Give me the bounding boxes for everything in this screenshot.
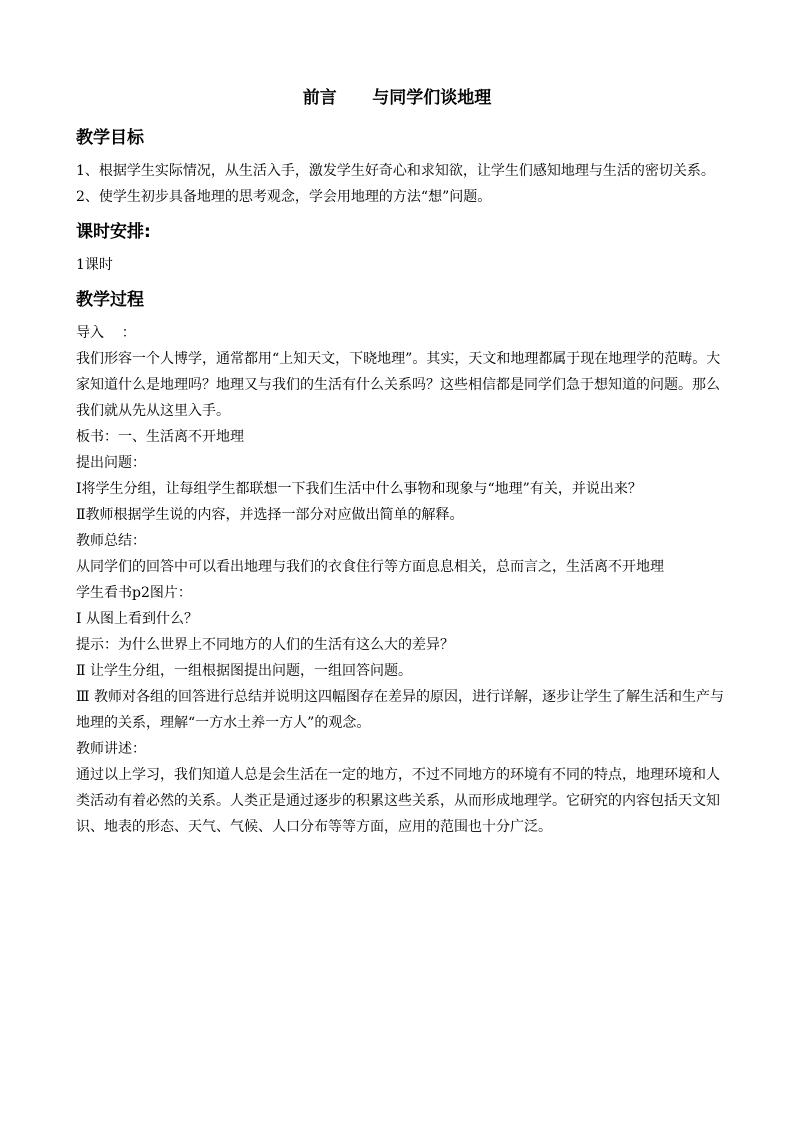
process-paragraph: Ⅰ 从图上看到什么？	[76, 611, 198, 627]
process-paragraph: 提出问题：	[76, 455, 146, 471]
process-paragraph: 提示：为什么世界上不同地方的人们的生活有这么大的差异？	[76, 637, 454, 653]
lesson-count: 1课时	[76, 257, 113, 273]
page-title: 前言 与同学们谈地理	[302, 88, 492, 108]
process-paragraph: 教师讲述：	[76, 741, 146, 757]
process-paragraph: Ⅱ教师根据学生说的内容，并选择一部分对应做出简单的解释。	[76, 507, 464, 523]
heading-teaching-process: 教学过程	[76, 290, 144, 310]
heading-teaching-goals: 教学目标	[76, 128, 144, 148]
process-paragraph: 从同学们的回答中可以看出地理与我们的衣食住行等方面息息相关，总而言之，生活离不开地理	[76, 559, 664, 575]
process-paragraph: Ⅲ 教师对各组的回答进行总结并说明这四幅图存在差异的原因，进行详解，逐步让学生了解生活和生产与地理的关系，理解“一方水土养一方人”的观念。	[76, 689, 724, 731]
goal-item-1: 1、根据学生实际情况，从生活入手，激发学生好奇心和求知欲，让学生们感知地理与生活的密切关系。	[76, 163, 715, 179]
process-paragraph: Ⅱ 让学生分组，一组根据图提出问题，一组回答问题。	[76, 663, 412, 679]
goal-item-2: 2、使学生初步具备地理的思考观念，学会用地理的方法“想”问题。	[76, 189, 492, 205]
process-paragraph: 通过以上学习，我们知道人总是会生活在一定的地方，不过不同地方的环境有不同的特点，地理环境和人类活动有着必然的关系。人类正是通过逐步的积累这些关系，从而形成地理学。它研究的内容包括天文知识、地表的形态、天气、气候、人口分布等等方面，应用的范围也十分广泛。	[76, 767, 720, 835]
document-body	[76, 120, 728, 840]
process-paragraph: 我们形容一个人博学，通常都用“上知天文，下晓地理”。其实，天文和地理都属于现在地理学的范畴。大家知道什么是地理吗？地理又与我们的生活有什么关系吗？这些相信都是同学们急于想知道的问题。那么我们就从先从这里入手。	[76, 351, 721, 419]
process-paragraph: 教师总结：	[76, 533, 146, 549]
process-paragraph: 导入 ：	[76, 325, 136, 341]
process-paragraph: Ⅰ将学生分组，让每组学生都联想一下我们生活中什么事物和现象与“地理”有关，并说出来？	[76, 481, 642, 497]
heading-lesson-schedule: 课时安排:	[76, 222, 151, 242]
process-paragraph: 板书：一、生活离不开地理	[76, 429, 244, 445]
process-paragraph: 学生看书p2图片：	[76, 585, 192, 601]
